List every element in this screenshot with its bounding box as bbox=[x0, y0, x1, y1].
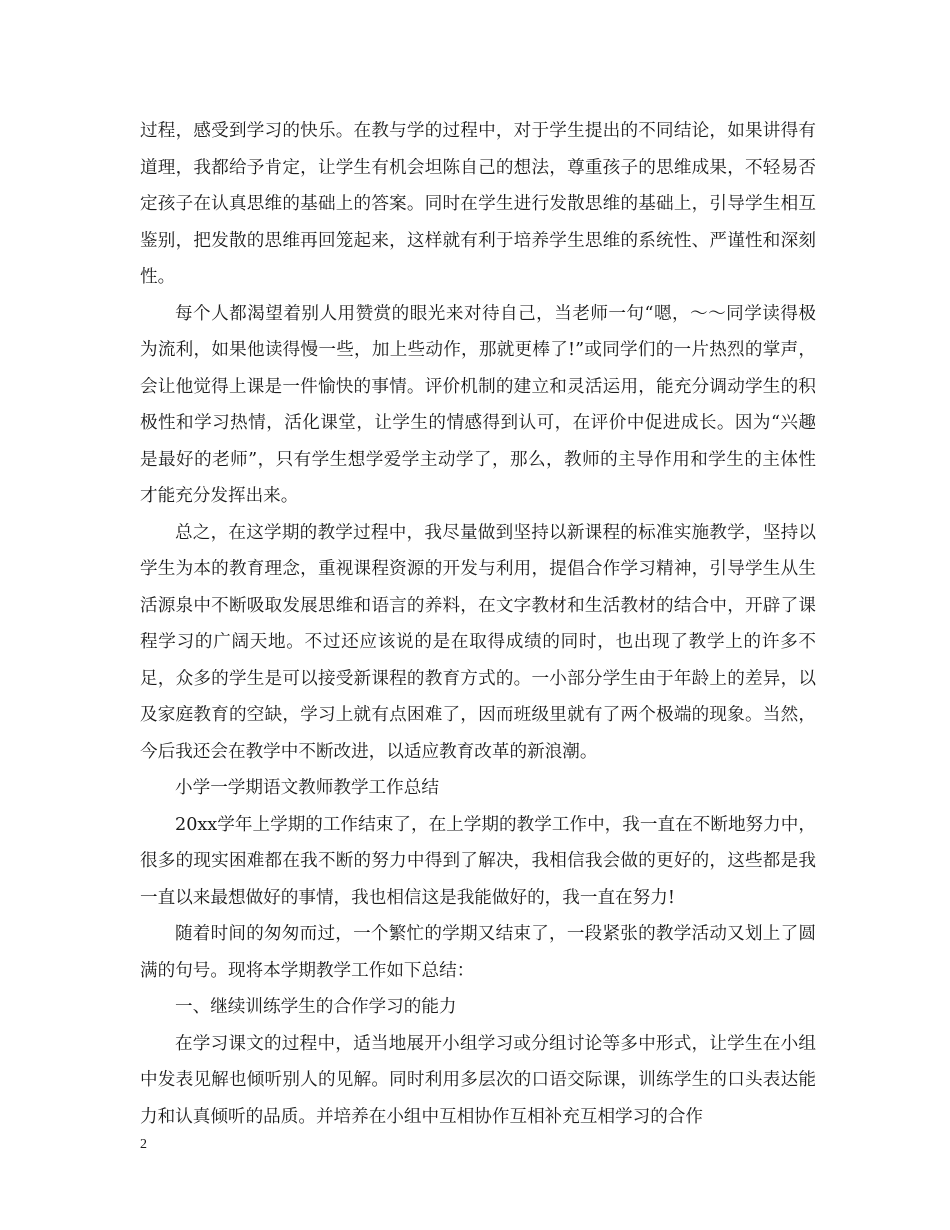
paragraph-6: 在学习课文的过程中，适当地展开小组学习或分组讨论等多中形式，让学生在小组中发表见解也倾听别人的见解。同时利用多层次的口语交际课，训练学生的口头表达能力和认真倾听的品质。并培养在小组中互相协作互相补充互相学习的合作 bbox=[140, 1033, 816, 1127]
paragraph-2: 每个人都渴望着别人用赞赏的眼光来对待自己，当老师一句“嗯，～～同学读得极为流利，如果他读得慢一些，加上些动作，那就更棒了!”或同学们的一片热烈的掌声，会让他觉得上课是一件愉快的事情。评价机制的建立和灵活运用，能充分调动学生的积极性和学习热情，活化课堂，让学生的情感得到认可，在评价中促进成长。因为“兴趣是最好的老师”，只有学生想学爱学主动学了，那么，教师的主导作用和学生的主体性才能充分发挥出来。 bbox=[140, 303, 816, 506]
paragraph-3: 总之，在这学期的教学过程中，我尽量做到坚持以新课程的标准实施教学，坚持以学生为本的教育理念，重视课程资源的开发与利用，提倡合作学习精神，引导学生从生活源泉中不断吸取发展思维和语言的养料，在文字教材和生活教材的结合中，开辟了课程学习的广阔天地。不过还应该说的是在取得成绩的同时，也出现了教学上的许多不足，众多的学生是可以接受新课程的教育方式的。一小部分学生由于年龄上的差异，以及家庭教育的空缺，学习上就有点困难了，因而班级里就有了两个极端的现象。当然，今后我还会在教学中不断改进，以适应教育改革的新浪潮。 bbox=[140, 522, 816, 762]
body-text bbox=[140, 113, 816, 1135]
page-number: 2 bbox=[140, 1137, 147, 1152]
section-title: 小学一学期语文教师教学工作总结 bbox=[175, 778, 439, 798]
paragraph-1: 过程，感受到学习的快乐。在教与学的过程中，对于学生提出的不同结论，如果讲得有道理，我都给予肯定，让学生有机会坦陈自己的想法，尊重孩子的思维成果，不轻易否定孩子在认真思维的基础上的答案。同时在学生进行发散思维的基础上，引导学生相互鉴别，把发散的思维再回笼起来，这样就有利于培养学生思维的系统性、严谨性和深刻性。 bbox=[140, 121, 816, 287]
paragraph-4: 20xx学年上学期的工作结束了，在上学期的教学工作中，我一直在不断地努力中，很多的现实困难都在我不断的努力中得到了解决，我相信我会做的更好的，这些都是我一直以来最想做好的事情，我也相信这是我能做好的，我一直在努力! bbox=[140, 814, 816, 908]
paragraph-5: 随着时间的匆匆而过，一个繁忙的学期又结束了，一段紧张的教学活动又划上了圆满的句号。现将本学期教学工作如下总结： bbox=[140, 924, 816, 981]
subheading-1: 一、继续训练学生的合作学习的能力 bbox=[175, 997, 457, 1017]
